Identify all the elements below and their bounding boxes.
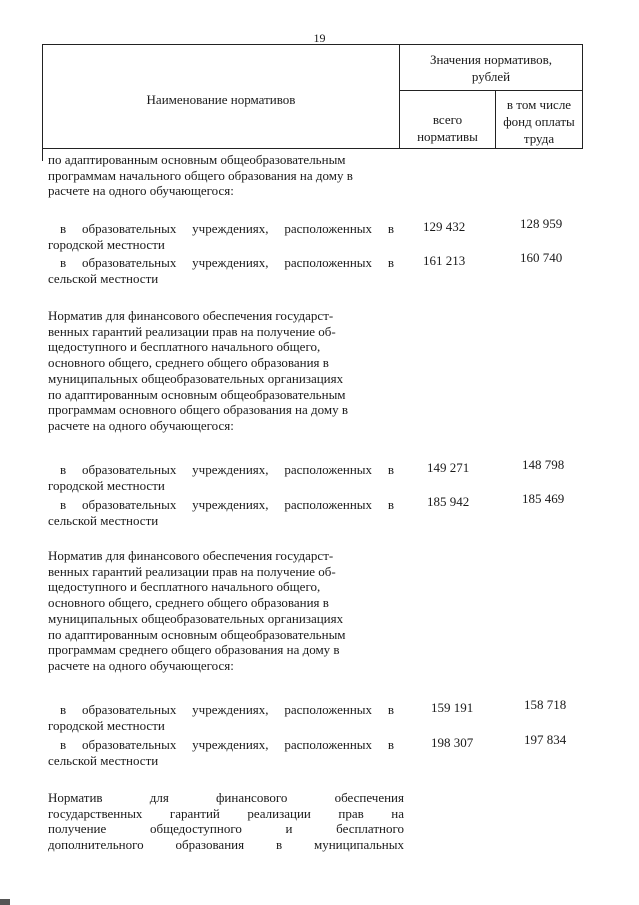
header-values-line: рублей — [471, 69, 511, 84]
header-name-column: Наименование нормативов — [146, 92, 296, 107]
intro-line: по адаптированным основным общеобразовательным — [48, 386, 346, 402]
section3-urban-total: 159 191 — [431, 700, 474, 715]
intro-line: Норматив для финансового обеспечения — [48, 790, 404, 805]
section1-urban-fund: 128 959 — [520, 216, 563, 231]
section1-urban-row — [48, 221, 394, 252]
row-label-line2: сельской местности — [48, 752, 159, 768]
row-label-line1: в образовательных учреждениях, расположенных в — [60, 462, 394, 477]
header-total-column — [400, 111, 495, 145]
intro-line: муниципальных общеобразовательных организациях — [48, 370, 344, 386]
section2-urban-fund: 148 798 — [522, 457, 565, 472]
intro-line: государственных гарантий реализации прав на — [48, 805, 404, 821]
row-label-line1: в образовательных учреждениях, расположенных в — [60, 221, 394, 236]
section3-urban-fund: 158 718 — [524, 697, 567, 712]
header-fund-column — [496, 96, 582, 147]
intro-line: щедоступного и бесплатного начального общего, — [48, 579, 321, 595]
intro-line: программам начального общего образования на дому в — [48, 167, 353, 183]
scan-corner-mark — [0, 899, 10, 905]
section2-urban-row — [48, 462, 394, 493]
section1-rural-fund: 160 740 — [520, 250, 563, 265]
section3-urban-row — [48, 702, 394, 733]
header-values-line: Значения нормативов, — [429, 52, 553, 67]
intro-line: основного общего, среднего общего образования в — [48, 355, 329, 371]
intro-line: программам среднего общего образования на дому в — [48, 642, 340, 658]
section2-rural-total: 185 942 — [427, 494, 470, 509]
section3-rural-fund: 197 834 — [524, 732, 567, 747]
section4-intro — [48, 790, 404, 853]
row-label-line2: городской местности — [48, 236, 165, 252]
header-fund-line: в том числе — [506, 97, 572, 112]
section3-rural-row — [48, 737, 394, 768]
intro-line: получение общедоступного и бесплатного — [48, 821, 404, 837]
section3-intro — [48, 548, 394, 674]
section2-rural-fund: 185 469 — [522, 491, 565, 506]
intro-line: расчете на одного обучающегося: — [48, 183, 234, 199]
section2-rural-row — [48, 497, 394, 528]
row-label-line2: городской местности — [48, 477, 165, 493]
section1-urban-total: 129 432 — [423, 219, 466, 234]
section1-rural-total: 161 213 — [423, 253, 466, 268]
row-label-line1: в образовательных учреждениях, расположенных в — [60, 255, 394, 270]
intro-line: расчете на одного обучающегося: — [48, 657, 234, 673]
row-label-line1: в образовательных учреждениях, расположенных в — [60, 737, 394, 752]
intro-line: Норматив для финансового обеспечения государст- — [48, 548, 334, 563]
row-label-line2: сельской местности — [48, 270, 159, 286]
row-label-line1: в образовательных учреждениях, расположенных в — [60, 497, 394, 512]
header-total-line: нормативы — [417, 129, 478, 144]
header-total-line: всего — [432, 112, 463, 127]
section1-intro — [48, 152, 394, 199]
intro-line: по адаптированным основным общеобразовательным — [48, 626, 346, 642]
header-fund-line: фонд оплаты — [503, 114, 575, 129]
section3-rural-total: 198 307 — [431, 735, 474, 750]
intro-line: дополнительного образования в муниципальных — [48, 837, 404, 853]
intro-line: щедоступного и бесплатного начального общего, — [48, 339, 321, 355]
row-label-line1: в образовательных учреждениях, расположенных в — [60, 702, 394, 717]
table-header — [42, 44, 583, 149]
section2-urban-total: 149 271 — [427, 460, 470, 475]
page-number: 19 — [313, 31, 326, 45]
header-fund-line: труда — [523, 131, 555, 146]
intro-line: по адаптированным основным общеобразовательным — [48, 152, 346, 167]
intro-line: основного общего, среднего общего образования в — [48, 595, 329, 611]
header-values-column — [400, 51, 582, 85]
section1-rural-row — [48, 255, 394, 286]
intro-line: муниципальных общеобразовательных организациях — [48, 610, 344, 626]
subheader-divider — [399, 90, 582, 91]
intro-line: Норматив для финансового обеспечения государст- — [48, 308, 334, 323]
row-label-line2: сельской местности — [48, 512, 159, 528]
intro-line: венных гарантий реализации прав на получение об- — [48, 563, 336, 579]
row-label-line2: городской местности — [48, 717, 165, 733]
section2-intro — [48, 308, 394, 434]
intro-line: программам основного общего образования на дому в — [48, 402, 349, 418]
intro-line: венных гарантий реализации прав на получение об- — [48, 323, 336, 339]
table-left-rule — [42, 149, 43, 161]
intro-line: расчете на одного обучающегося: — [48, 417, 234, 433]
